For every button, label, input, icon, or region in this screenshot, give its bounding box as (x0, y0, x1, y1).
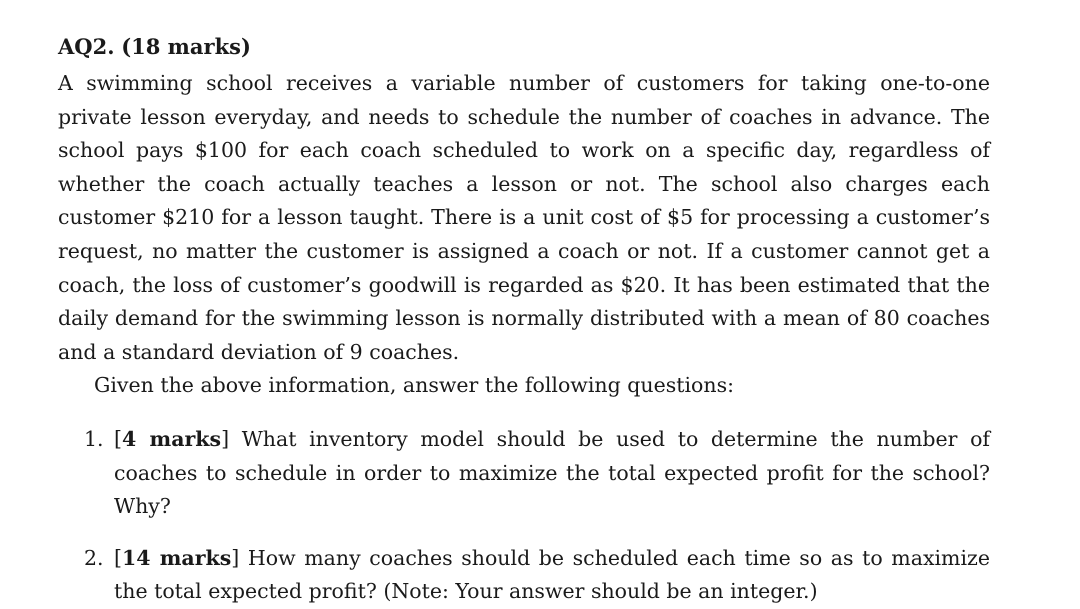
question-label: AQ2. (58, 34, 115, 59)
sub-question-number: 2. (84, 545, 104, 570)
question-heading (58, 30, 990, 64)
sub-question-2 (58, 542, 990, 609)
sub-question-text: How many coaches should be scheduled each time so as to maximize the total expected profit? (Note: Your answer should be an integer.) (114, 545, 990, 604)
sub-question-marks: [4 marks] (114, 426, 230, 451)
sub-question-list (58, 423, 990, 609)
question-body: A swimming school receives a variable number of customers for taking one-to-one private lesson everyday, and needs to schedule the number of coaches in advance. The school pays $100 for each coach scheduled to work on a specific day, regardless of whether the coach actually teaches a lesson or not. The school also charges each customer $210 for a lesson taught. There is a unit cost of $5 for processing a customer’s request, no matter the customer is assigned a coach or not. If a customer cannot get a coach, the loss of customer’s goodwill is regarded as $20. It has been estimated that the daily demand for the swimming lesson is normally distributed with a mean of 80 coaches and a standard deviation of 9 coaches. (58, 71, 990, 364)
sub-question-1 (58, 423, 990, 524)
question-intro: Given the above information, answer the following questions: (94, 373, 734, 398)
question-marks: (18 marks) (121, 34, 251, 59)
sub-question-text: What inventory model should be used to determine the number of coaches to schedule in order to maximize the total expected profit for the school? Why? (114, 426, 991, 519)
sub-question-marks: [14 marks] (114, 545, 240, 570)
sub-question-number: 1. (84, 426, 104, 451)
